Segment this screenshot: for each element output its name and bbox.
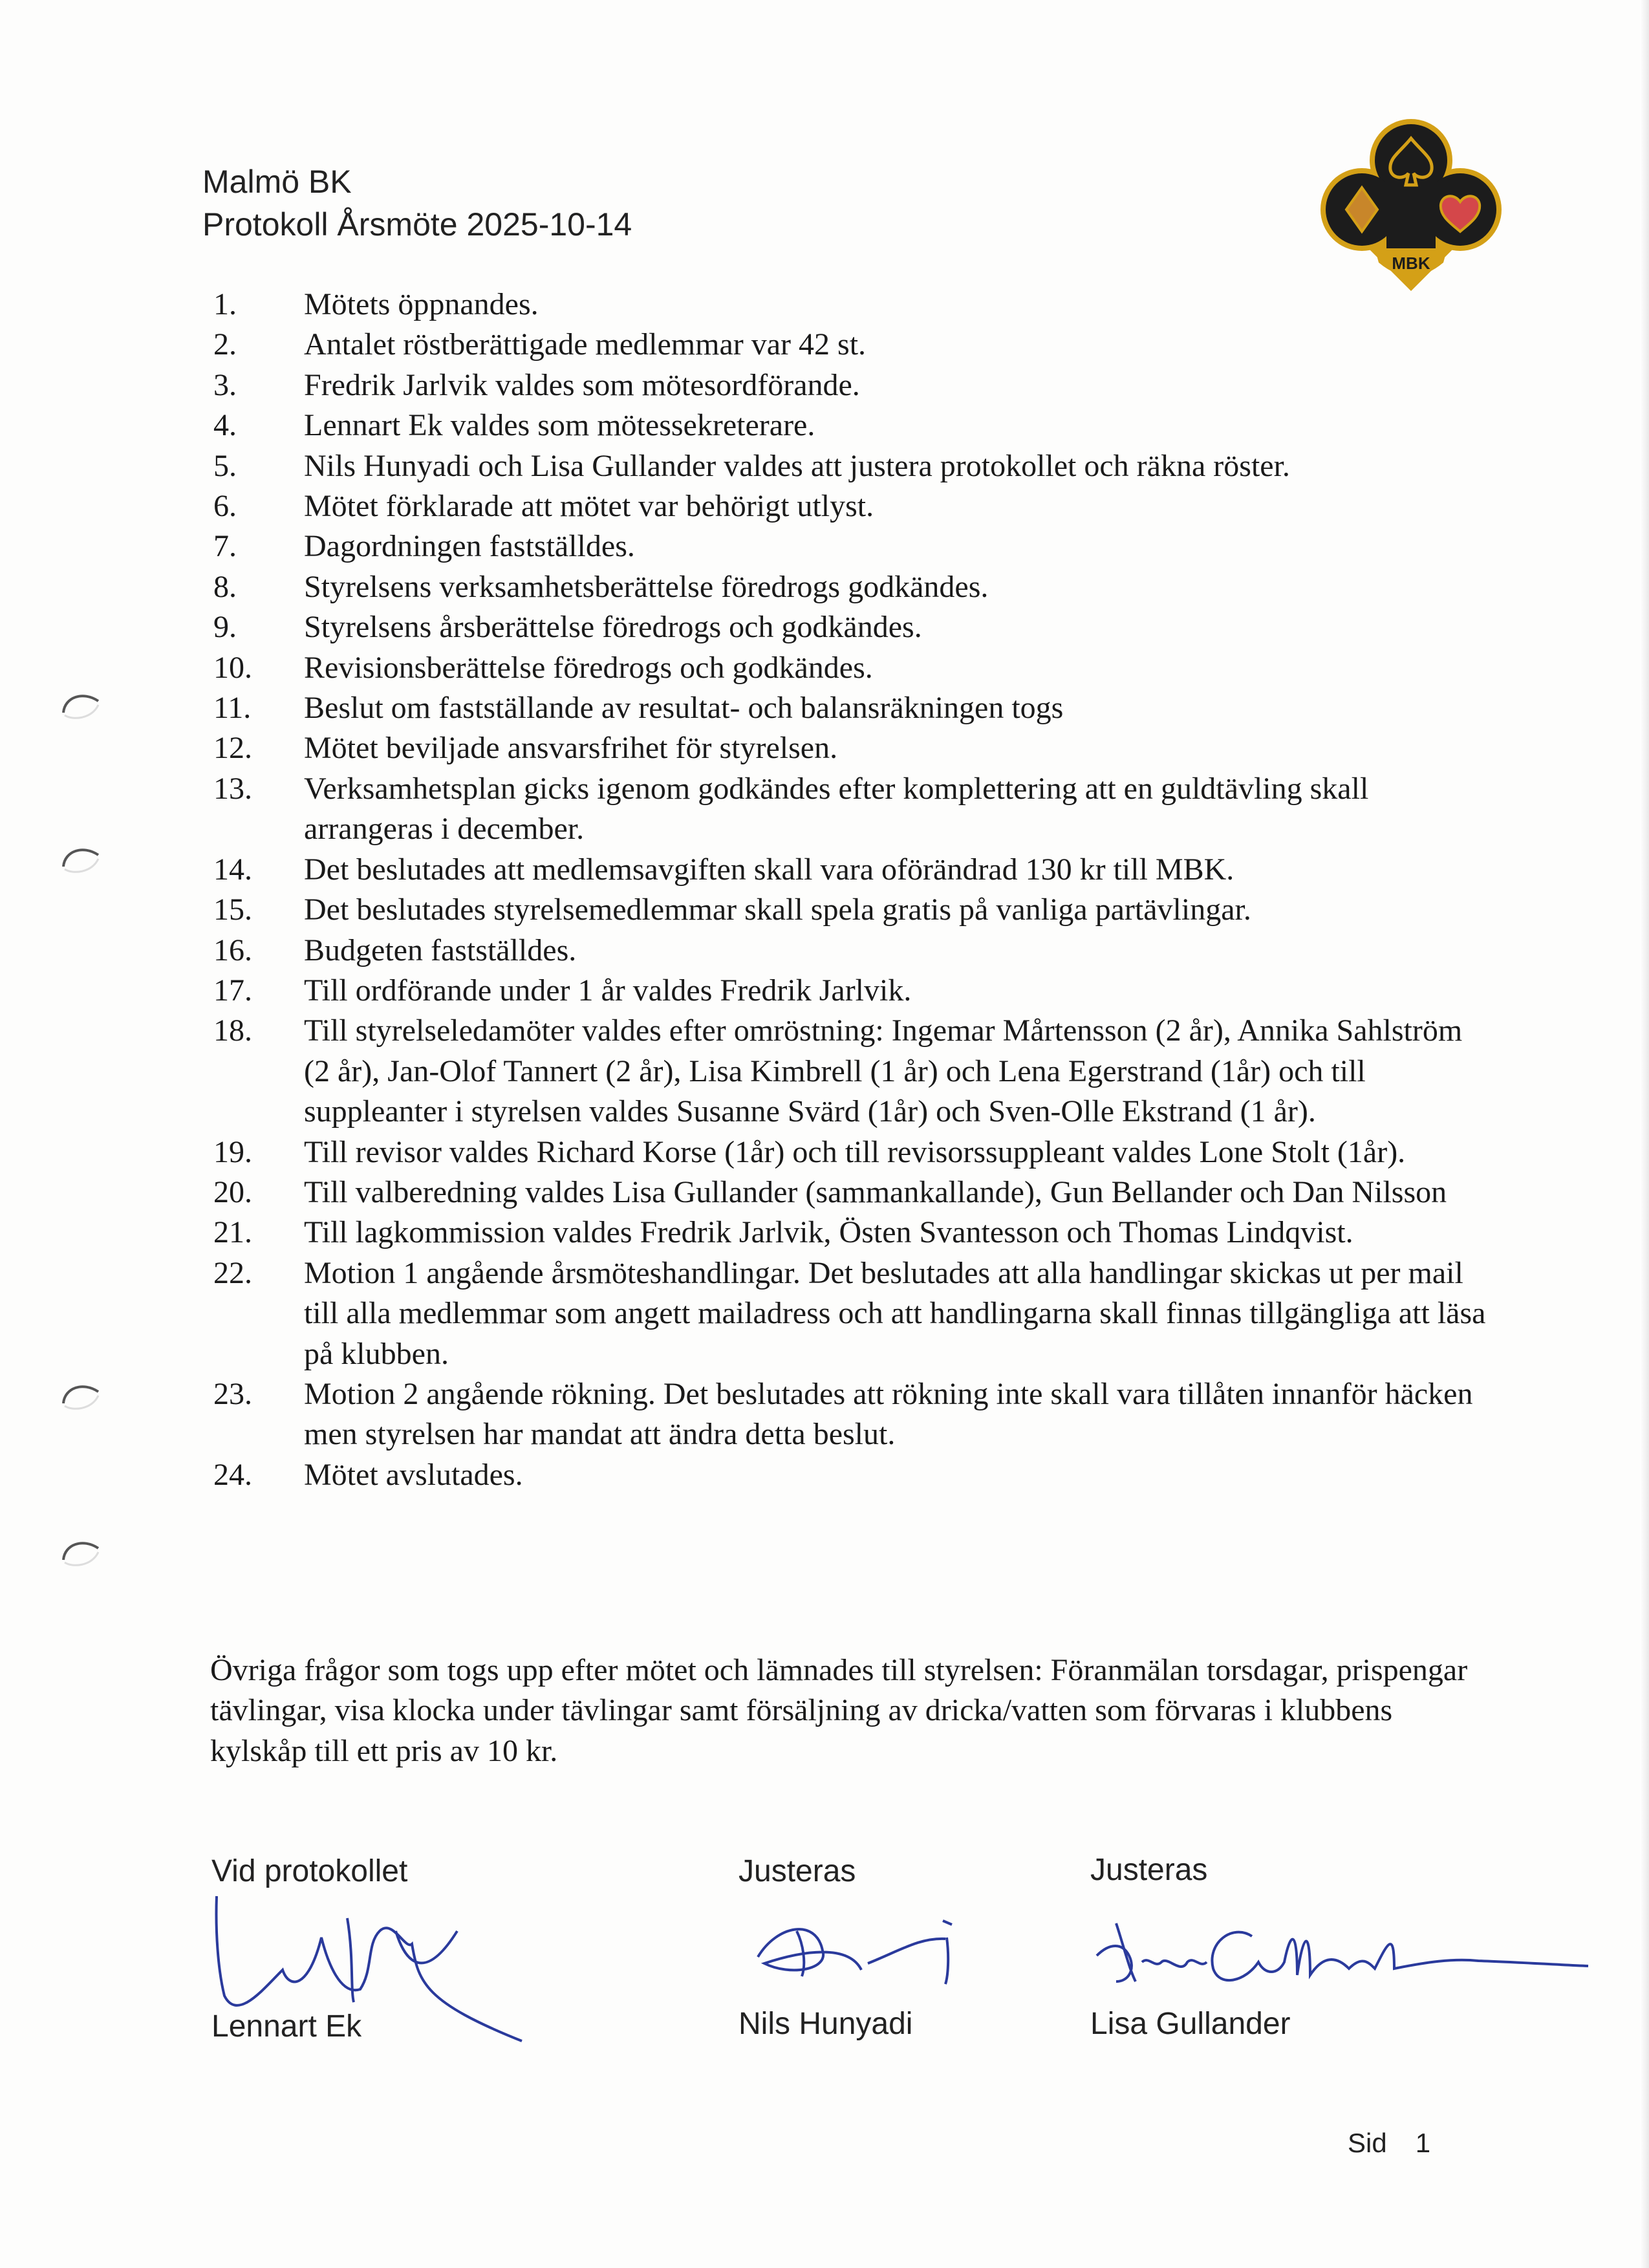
punch-hole-icon [59, 841, 103, 877]
agenda-item-text: Till lagkommission valdes Fredrik Jarlvik, Östen Svantesson och Thomas Lindqvist. [304, 1215, 1353, 1250]
document-title: Protokoll Årsmöte 2025-10-14 [202, 206, 632, 243]
agenda-item-number: 4. [213, 408, 237, 443]
agenda-list [213, 285, 1494, 1495]
agenda-item [213, 365, 1494, 405]
agenda-item-number: 15. [213, 892, 252, 927]
agenda-item-number: 18. [213, 1013, 252, 1048]
agenda-item-text: Till ordförande under 1 år valdes Fredrik Jarlvik. [304, 973, 912, 1008]
agenda-item [213, 607, 1494, 647]
handwritten-signature [751, 1912, 1010, 1996]
agenda-item [213, 890, 1494, 930]
agenda-item [213, 1213, 1494, 1253]
signature-block-secretary [211, 1853, 535, 2047]
agenda-item [213, 1132, 1494, 1172]
agenda-item-text: Till revisor valdes Richard Korse (1år) och till revisorssuppleant valdes Lone Stolt (1år). [304, 1134, 1406, 1169]
agenda-item [213, 405, 1494, 446]
agenda-item [213, 285, 1494, 325]
agenda-item-text: Lennart Ek valdes som mötessekreterare. [304, 408, 815, 443]
agenda-item-number: 9. [213, 610, 237, 645]
agenda-item [213, 1253, 1494, 1374]
punch-hole-icon [59, 1377, 103, 1414]
agenda-item-text: Nils Hunyadi och Lisa Gullander valdes att justera protokollet och räkna röster. [304, 448, 1290, 483]
page-label: Sid [1348, 2128, 1387, 2158]
agenda-item-text: Verksamhetsplan gicks igenom godkändes efter komplettering att en guldtävling skall arrangeras i december. [304, 771, 1369, 847]
agenda-item-text: Det beslutades styrelsemedlemmar skall spela gratis på vanliga partävlingar. [304, 892, 1251, 927]
agenda-item-text: Styrelsens årsberättelse föredrogs och godkändes. [304, 610, 922, 645]
agenda-item-number: 23. [213, 1376, 252, 1411]
agenda-item-number: 1. [213, 287, 237, 321]
agenda-item [213, 688, 1494, 728]
page-edge-shadow [1640, 0, 1649, 2268]
agenda-item-number: 12. [213, 731, 252, 766]
agenda-item [213, 567, 1494, 607]
agenda-item-text: Motion 1 angående årsmöteshandlingar. Det beslutades att alla handlingar skickas ut per mail till alla medlemmar som angett mailadress och att handlingarna skall finnas tillgängliga att läsa på klubben. [304, 1255, 1486, 1371]
agenda-item [213, 850, 1494, 890]
signatory-name: Lisa Gullander [1090, 2007, 1291, 2041]
signature-block-adjuster-1 [738, 1853, 1049, 2047]
punch-hole-icon [59, 1534, 103, 1570]
agenda-item [213, 648, 1494, 688]
club-name: Malmö BK [202, 164, 352, 200]
agenda-item-number: 6. [213, 489, 237, 524]
agenda-item-text: Mötet avslutades. [304, 1457, 523, 1492]
agenda-item-number: 21. [213, 1215, 252, 1250]
agenda-item-number: 14. [213, 852, 252, 887]
agenda-item [213, 1172, 1494, 1213]
other-questions-paragraph: Övriga frågor som togs upp efter mötet och lämnades till styrelsen: Föranmälan torsdagar, prispengar tävlingar, visa klocka under tävlingar samt försäljning av dricka/vatten som förvaras i klubbens kylskåp till ett pris av 10 kr. [210, 1653, 1468, 1768]
page-value: 1 [1415, 2128, 1431, 2158]
agenda-item-text: Till valberedning valdes Lisa Gullander (sammankallande), Gun Bellander och Dan Nilsson [304, 1174, 1447, 1209]
agenda-item [213, 728, 1494, 768]
agenda-item-number: 19. [213, 1134, 252, 1169]
agenda-item [213, 769, 1494, 850]
agenda-item-number: 7. [213, 529, 237, 564]
signatory-name: Lennart Ek [211, 2009, 362, 2044]
agenda-item-number: 10. [213, 650, 252, 685]
agenda-item [213, 1455, 1494, 1495]
handwritten-signature [1090, 1917, 1595, 1994]
agenda-item [213, 1011, 1494, 1132]
agenda-item-text: Revisionsberättelse föredrogs och godkändes. [304, 650, 873, 685]
agenda-item-number: 11. [213, 691, 252, 726]
agenda-item [213, 486, 1494, 526]
agenda-item-text: Dagordningen fastställdes. [304, 529, 635, 564]
agenda-item-text: Mötet förklarade att mötet var behörigt utlyst. [304, 489, 874, 524]
page-number [1348, 2128, 1459, 2159]
signature-block-adjuster-2 [1090, 1852, 1595, 2046]
agenda-item [213, 325, 1494, 365]
agenda-item-number: 5. [213, 448, 237, 483]
agenda-item-number: 2. [213, 327, 237, 362]
agenda-item-number: 22. [213, 1255, 252, 1290]
signature-heading: Justeras [738, 1854, 856, 1888]
club-emblem-icon [1317, 115, 1505, 291]
signatory-name: Nils Hunyadi [738, 2007, 913, 2041]
agenda-item-number: 16. [213, 933, 252, 967]
agenda-item [213, 931, 1494, 971]
agenda-item [213, 526, 1494, 567]
agenda-item-text: Styrelsens verksamhetsberättelse föredrogs godkändes. [304, 569, 989, 604]
agenda-item-number: 3. [213, 367, 237, 402]
agenda-item-text: Beslut om fastställande av resultat- och balansräkningen togs [304, 691, 1064, 726]
agenda-item [213, 1374, 1494, 1455]
agenda-item-number: 13. [213, 771, 252, 806]
agenda-item-text: Mötet beviljade ansvarsfrihet för styrelsen. [304, 731, 838, 766]
agenda-item-text: Mötets öppnandes. [304, 287, 539, 321]
agenda-item-number: 24. [213, 1457, 252, 1492]
signature-heading: Justeras [1090, 1853, 1208, 1887]
agenda-item-number: 8. [213, 569, 237, 604]
agenda-item-text: Till styrelseledamöter valdes efter omröstning: Ingemar Mårtensson (2 år), Annika Sahlström (2 år), Jan-Olof Tannert (2 år), Lisa Kimbrell (1 år) och Lena Egerstrand (1år) och till suppleanter i styrelsen valdes Susanne Svärd (1år) och Sven-Olle Ekstrand (1 år). [304, 1013, 1463, 1129]
signature-heading: Vid protokollet [211, 1854, 408, 1888]
agenda-item-text: Fredrik Jarlvik valdes som mötesordförande. [304, 367, 860, 402]
agenda-item-text: Motion 2 angående rökning. Det beslutades att rökning inte skall vara tillåten innanför häcken men styrelsen har mandat att ändra detta beslut. [304, 1376, 1473, 1452]
agenda-item-text: Budgeten fastställdes. [304, 933, 577, 967]
agenda-item-text: Det beslutades att medlemsavgiften skall vara oförändrad 130 kr till MBK. [304, 852, 1234, 887]
agenda-item-number: 20. [213, 1174, 252, 1209]
agenda-item-number: 17. [213, 973, 252, 1008]
logo-text: MBK [1392, 254, 1430, 273]
agenda-item [213, 446, 1494, 486]
document-header [202, 160, 632, 246]
punch-hole-icon [59, 687, 103, 723]
agenda-item [213, 971, 1494, 1011]
agenda-item-text: Antalet röstberättigade medlemmar var 42 st. [304, 327, 867, 362]
